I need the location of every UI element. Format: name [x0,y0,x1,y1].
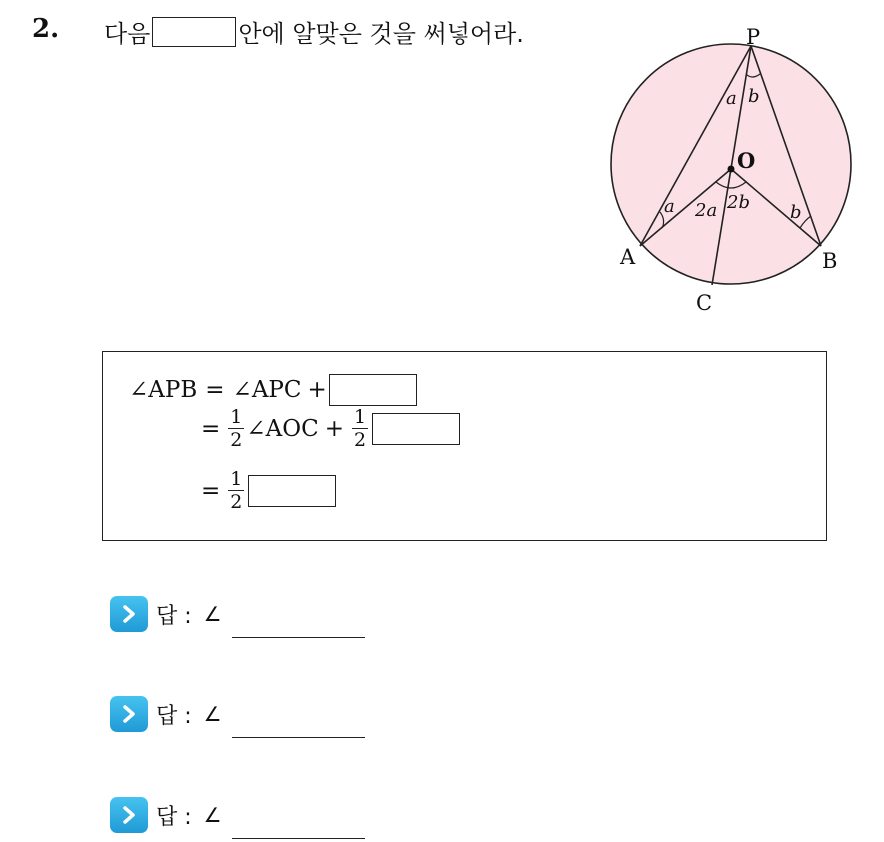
proof-eq-3: = [201,478,221,504]
frac-numerator: 1 [354,406,367,428]
frac-numerator: 1 [230,406,243,428]
angle-label-b-top: b [748,86,760,107]
frac-denominator: 2 [230,429,243,451]
angle-label-2b: 2b [727,192,750,213]
label-P: P [746,25,761,49]
proof-plus-1: + [307,377,327,403]
chevron-right-icon [110,696,148,732]
label-O: O [737,148,756,173]
answer-input-line[interactable] [232,711,365,738]
answer-input-line[interactable] [232,812,365,839]
label-B: B [822,249,838,273]
proof-blank-2 [372,413,460,445]
answer-row-3 [110,797,365,833]
proof-blank-3 [248,475,336,507]
fraction-half-3 [228,470,244,512]
center-point-O [728,166,735,173]
angle-label-b-right: b [790,202,802,223]
angle-symbol: ∠ [203,602,222,626]
question-text-before: 다음 [104,20,151,48]
frac-denominator: 2 [354,429,367,451]
answer-label: 답 : [156,603,192,629]
proof-blank-1 [329,374,417,406]
proof-line-1 [129,374,417,406]
answer-row-1 [110,596,365,632]
answer-label: 답 : [156,703,192,729]
angle-symbol: ∠ [203,702,222,726]
chevron-right-icon [110,797,148,833]
proof-term-1: ∠APC [232,377,302,403]
proof-lhs: ∠APB [129,377,198,403]
frac-numerator: 1 [230,468,243,490]
answer-row-2 [110,696,365,732]
fraction-half-1 [228,408,244,450]
proof-box [102,351,827,541]
answer-input-line[interactable] [232,611,365,638]
answer-label: 답 : [156,804,192,830]
angle-label-a-top: a [726,88,737,109]
question-blank-box [152,17,236,47]
label-A: A [620,245,636,269]
angle-symbol: ∠ [203,803,222,827]
proof-plus-2: + [324,416,344,442]
fraction-half-2 [352,408,368,450]
question-text-after: 안에 알맞은 것을 써넣어라. [238,20,524,48]
proof-eq-2: = [201,416,221,442]
chevron-right-icon [110,596,148,632]
proof-term-2: ∠AOC [246,416,319,442]
proof-line-3 [201,470,336,512]
proof-line-2 [201,408,460,450]
proof-eq-1: = [205,377,225,403]
label-C: C [696,291,713,315]
question-statement [104,14,524,49]
frac-denominator: 2 [230,491,243,513]
angle-label-2a: 2a [695,200,718,221]
angle-label-a-left: a [664,196,675,217]
question-number: 2. [32,14,60,44]
circle-figure [600,24,864,320]
